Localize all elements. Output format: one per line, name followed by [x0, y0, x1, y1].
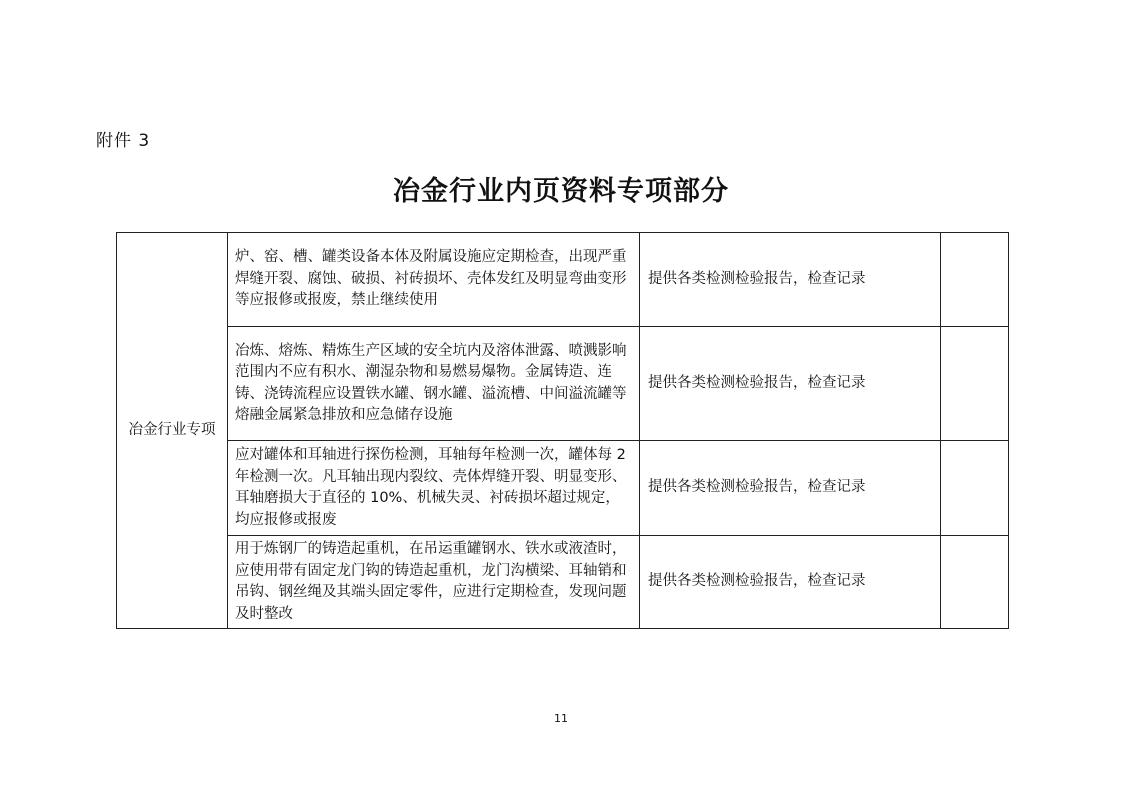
inspection-table	[116, 232, 1009, 629]
table-row	[117, 441, 1009, 536]
document-title: 冶金行业内页资料专项部分	[393, 176, 729, 207]
attachment-label: 附件 3	[96, 131, 151, 151]
evidence-cell: 提供各类检测检验报告，检查记录	[640, 441, 941, 536]
page-number: 11	[554, 712, 568, 725]
requirement-cell: 冶炼、熔炼、精炼生产区域的安全坑内及溶体泄露、喷溅影响范围内不应有积水、潮湿杂物和易燃易爆物。金属铸造、连铸、浇铸流程应设置铁水罐、钢水罐、溢流槽、中间溢流罐等熔融金属紧急排放和应急储存设施	[228, 327, 640, 441]
table-row	[117, 327, 1009, 441]
remark-cell	[941, 327, 1009, 441]
evidence-cell: 提供各类检测检验报告，检查记录	[640, 233, 941, 327]
requirement-cell: 用于炼钢厂的铸造起重机，在吊运重罐钢水、铁水或液渣时，应使用带有固定龙门钩的铸造起重机，龙门沟横梁、耳轴销和吊钩、钢丝绳及其端头固定零件，应进行定期检查，发现问题及时整改	[228, 536, 640, 629]
category-cell: 冶金行业专项	[117, 233, 228, 629]
remark-cell	[941, 233, 1009, 327]
requirement-cell: 炉、窑、槽、罐类设备本体及附属设施应定期检查，出现严重焊缝开裂、腐蚀、破损、衬砖损坏、壳体发红及明显弯曲变形等应报修或报废，禁止继续使用	[228, 233, 640, 327]
evidence-cell: 提供各类检测检验报告，检查记录	[640, 536, 941, 629]
table-row	[117, 536, 1009, 629]
remark-cell	[941, 536, 1009, 629]
evidence-cell: 提供各类检测检验报告，检查记录	[640, 327, 941, 441]
table-row	[117, 233, 1009, 327]
remark-cell	[941, 441, 1009, 536]
requirement-cell: 应对罐体和耳轴进行探伤检测，耳轴每年检测一次，罐体每 2 年检测一次。凡耳轴出现内裂纹、壳体焊缝开裂、明显变形、耳轴磨损大于直径的 10%、机械失灵、衬砖损坏超过规定，均应报修或报废	[228, 441, 640, 536]
